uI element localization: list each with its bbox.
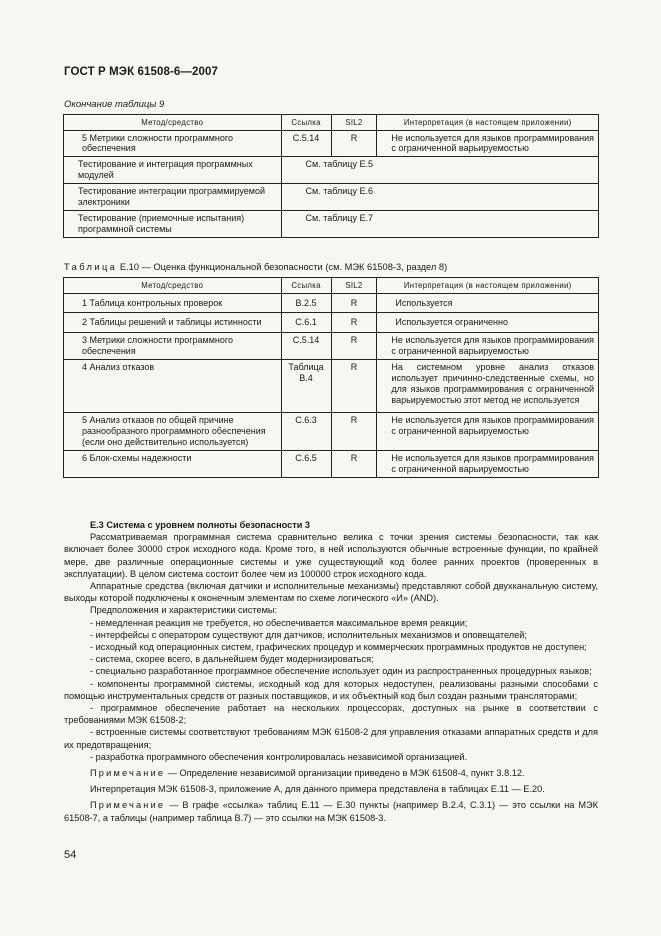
page-number: 54	[64, 849, 77, 861]
table-e10	[63, 277, 599, 478]
sil-cell: R	[331, 333, 377, 360]
see-table-cell: См. таблицу Е.7	[281, 211, 598, 238]
method-cell: 6 Блок-схемы надежности	[64, 451, 282, 478]
table9-caption: Окончание таблицы 9	[64, 99, 165, 110]
method-cell: Тестирование интеграции программируемой электроники	[64, 184, 282, 211]
table-row	[64, 451, 599, 478]
note-1	[64, 767, 598, 779]
ref-cell: C.6.5	[281, 451, 331, 478]
note-label: Примечание	[90, 800, 166, 811]
note-text: — Определение независимой организации приведено в МЭК 61508-4, пункт 3.8.12.	[167, 768, 525, 779]
ref-cell: C.6.3	[281, 413, 331, 451]
method-cell: 5 Метрики сложности программного обеспечения	[64, 130, 282, 157]
table-header-row	[64, 278, 599, 294]
paragraph: Предположения и характеристики системы:	[90, 605, 278, 616]
list-item: - немедленная реакция не требуется, но обеспечивается максимальное время реакции;	[90, 617, 468, 628]
interp-cell: Не используется для языков программирования с ограниченной варьируемостью	[377, 413, 599, 451]
ref-cell: Таблица B.4	[281, 360, 331, 413]
ref-cell: C.5.14	[281, 130, 331, 157]
paragraph: Рассматриваемая программная система сравнительно велика с точки зрения системы безопасности, так как включает более 30000 строк исходного кода. Кроме того, в ней используются обычные встроенные функции, по крайней мере, две различные операционные системы и уже существующий код более ранних проектов (проверенных в эксплуатации). В целом система состоит более чем из 100000 строк исходного кода.	[64, 532, 598, 579]
list-item: - разработка программного обеспечения контролировалась независимой организацией.	[90, 751, 468, 762]
interp-cell: Не используется для языков программирования с ограниченной варьируемостью	[377, 130, 599, 157]
method-cell: 1 Таблица контрольных проверок	[64, 293, 282, 313]
col-header-method: Метод/средство	[64, 115, 282, 131]
table-row	[64, 413, 599, 451]
table-row	[64, 184, 599, 211]
paragraph: Аппаратные средства (включая датчики и исполнительные механизмы) представляют собой двухканальную систему, выходы которой подключены к оконечным элементам по схеме логического «И» (AND).	[64, 581, 598, 604]
method-cell: Тестирование (приемочные испытания) программной системы	[64, 211, 282, 238]
ref-cell: C.6.1	[281, 313, 331, 333]
section-title: Е.3 Система с уровнем полноты безопасности 3	[90, 520, 311, 530]
method-cell: 2 Таблицы решений и таблицы истинности	[64, 313, 282, 333]
interp-cell: На системном уровне анализ отказов использует причинно-следственные схемы, но для языков программирования с ограниченной варьируемостью этот метод не используется	[377, 360, 599, 413]
note-label: Примечание	[90, 768, 166, 779]
col-header-sil: SIL2	[331, 278, 377, 294]
sil-cell: R	[331, 451, 377, 478]
list-item: - исходный код операционных систем, графических процедур и коммерческих программных продуктов не доступен;	[90, 642, 587, 653]
table-row	[64, 130, 599, 157]
list-item: - компоненты программной системы, исходный код для которых недоступен, реализованы разными способами с помощью инструментальных средств от разных поставщиков, и их объектный код был создан разными трансляторами;	[64, 678, 598, 701]
sil-cell: R	[331, 130, 377, 157]
interp-cell: Используется ограниченно	[377, 313, 599, 333]
interp-cell: Используется	[377, 293, 599, 313]
col-header-ref: Ссылка	[281, 115, 331, 131]
sil-cell: R	[331, 360, 377, 413]
table-row	[64, 157, 599, 184]
table10-caption	[64, 262, 447, 272]
col-header-sil: SIL2	[331, 115, 377, 131]
col-header-ref: Ссылка	[281, 278, 331, 294]
ref-cell: C.5.14	[281, 333, 331, 360]
method-cell: 5 Анализ отказов по общей причине разнообразного программного обеспечения (если оно действительно используется)	[64, 413, 282, 451]
method-cell: 4 Анализ отказов	[64, 360, 282, 413]
method-cell: 3 Метрики сложности программного обеспечения	[64, 333, 282, 360]
section-e3	[64, 519, 598, 824]
interpretation-paragraph: Интерпретация МЭК 61508-3, приложение А, для данного примера представлена в таблицах Е.11 — Е.20.	[90, 784, 545, 795]
interp-cell: Не используется для языков программирования с ограниченной варьируемостью	[377, 333, 599, 360]
table-9	[63, 114, 599, 238]
list-item: - специально разработанное программное обеспечение использует один из распространенных процедурных языков;	[90, 666, 592, 677]
table-row	[64, 211, 599, 238]
sil-cell: R	[331, 313, 377, 333]
list-item: - система, скорее всего, в дальнейшем будет модернизироваться;	[90, 654, 374, 665]
table-header-row	[64, 115, 599, 131]
list-item: - программное обеспечение работает на нескольких процессорах, доступных на рынке в соответствии с требованиями МЭК 61508-2;	[64, 703, 598, 726]
sil-cell: R	[331, 413, 377, 451]
method-cell: Тестирование и интеграция программных модулей	[64, 157, 282, 184]
see-table-cell: См. таблицу Е.6	[281, 184, 598, 211]
table-row	[64, 293, 599, 313]
col-header-interp: Интерпретация (в настоящем приложении)	[377, 278, 599, 294]
sil-cell: R	[331, 293, 377, 313]
interp-cell: Не используется для языков программирования с ограниченной варьируемостью	[377, 451, 599, 478]
table-row	[64, 333, 599, 360]
list-item: - встроенные системы соответствуют требованиям МЭК 61508-2 для управления отказами аппаратных средств и для их предотвращения;	[64, 727, 598, 750]
note-2	[64, 799, 598, 823]
document-header: ГОСТ Р МЭК 61508-6—2007	[64, 66, 218, 78]
table-row	[64, 360, 599, 413]
table10-caption-text: Е.10 — Оценка функциональной безопасности (см. МЭК 61508-3, раздел 8)	[119, 262, 448, 272]
list-item: - интерфейсы с оператором существуют для датчиков, исполнительных механизмов и оповещателей;	[90, 629, 527, 640]
note-text: — В графе «ссылка» таблиц Е.11 — Е.30 пункты (например В.2.4, С.3.1) — это ссылки на МЭК 61508-7, а таблицы (например таблица В.7) — это ссылки на МЭК 61508-3.	[64, 800, 598, 823]
see-table-cell: См. таблицу Е.5	[281, 157, 598, 184]
ref-cell: B.2.5	[281, 293, 331, 313]
col-header-interp: Интерпретация (в настоящем приложении)	[377, 115, 599, 131]
table-row	[64, 313, 599, 333]
table10-caption-label: Таблица	[64, 262, 118, 272]
col-header-method: Метод/средство	[64, 278, 282, 294]
